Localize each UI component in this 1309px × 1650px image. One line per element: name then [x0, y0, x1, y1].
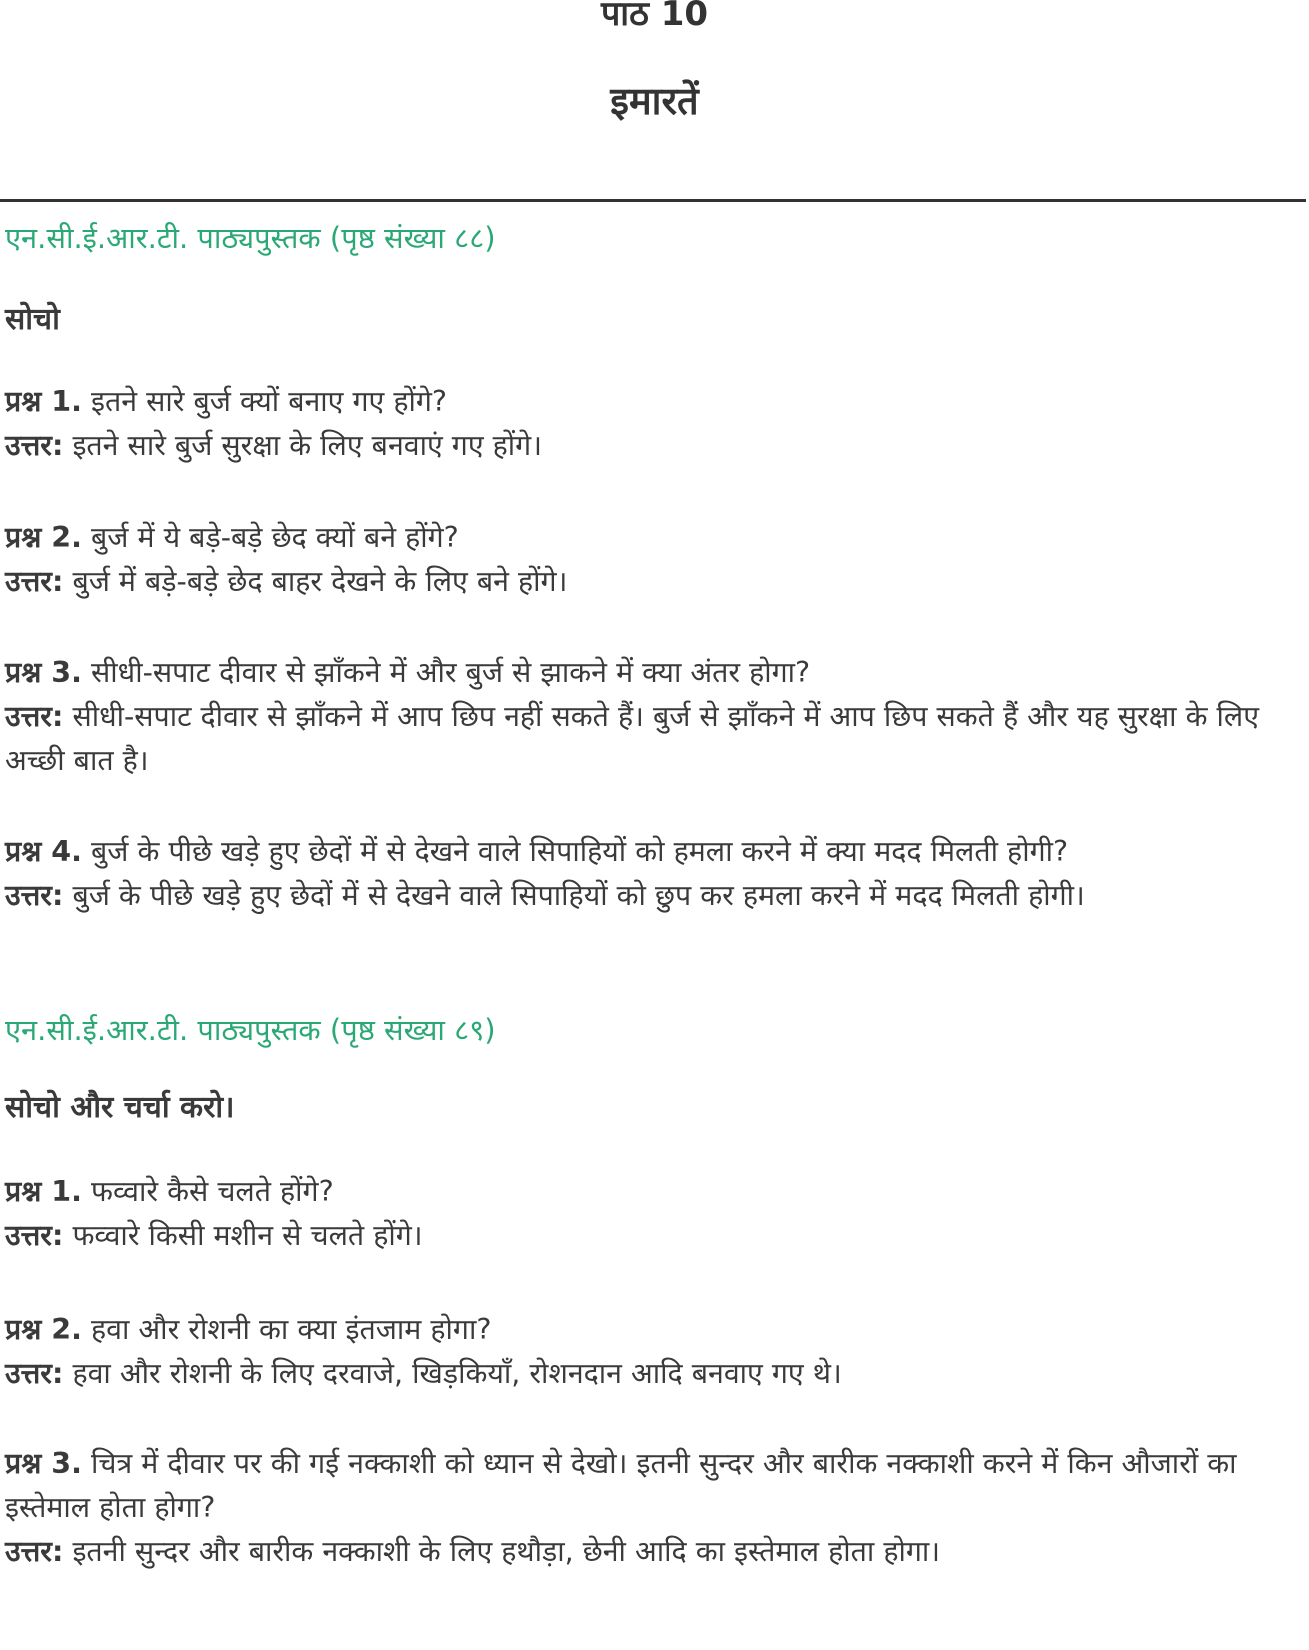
- answer-label: उत्तर:: [5, 1535, 64, 1568]
- question-text: बुर्ज के पीछे खड़े हुए छेदों में से देखने वाले सिपाहियों को हमला करने में क्या मदद मिलती होगी?: [91, 835, 1069, 868]
- answer-text: इतनी सुन्दर और बारीक नक्काशी के लिए हथौड़ा, छेनी आदि का इस्तेमाल होता होगा।: [72, 1535, 941, 1568]
- answer-text: बुर्ज में बड़े-बड़े छेद बाहर देखने के लिए बने होंगे।: [72, 565, 568, 598]
- answer-label: उत्तर:: [5, 1219, 64, 1252]
- section-heading-text: एन.सी.ई.आर.टी. पाठ्यपुस्तक (पृष्ठ संख्या ८९): [5, 1013, 496, 1047]
- chapter-title: इमारतें: [610, 79, 699, 123]
- answer-text: हवा और रोशनी के लिए दरवाजे, खिड़कियाँ, रोशनदान आदि बनवाए गए थे।: [72, 1357, 842, 1390]
- question-text: चित्र में दीवार पर की गई नक्काशी को ध्यान से देखो। इतनी सुन्दर और बारीक नक्काशी करने में किन औजारों का इस्तेमाल होता होगा?: [5, 1447, 1237, 1524]
- chapter-number: पाठ 10: [600, 0, 709, 34]
- answer-label: उत्तर:: [5, 565, 64, 598]
- question-label: प्रश्न 2.: [5, 1313, 82, 1346]
- answer-text: बुर्ज के पीछे खड़े हुए छेदों में से देखने वाले सिपाहियों को छुप कर हमला करने में मदद मिलती होगी।: [72, 879, 1085, 912]
- answer-label: उत्तर:: [5, 879, 64, 912]
- section-heading-page-88: [5, 218, 1305, 258]
- answer-text: इतने सारे बुर्ज सुरक्षा के लिए बनवाएं गए होंगे।: [72, 429, 543, 462]
- question-text: बुर्ज में ये बड़े-बड़े छेद क्यों बने होंगे?: [91, 521, 459, 554]
- answer-label: उत्तर:: [5, 1357, 64, 1390]
- qa-item-7: [5, 1442, 1305, 1574]
- qa-item-6: [5, 1308, 1305, 1396]
- question-label: प्रश्न 2.: [5, 521, 82, 554]
- section-heading-page-89: [5, 1010, 1305, 1050]
- question-text: हवा और रोशनी का क्या इंतजाम होगा?: [91, 1313, 492, 1346]
- question-text: इतने सारे बुर्ज क्यों बनाए गए होंगे?: [91, 385, 448, 418]
- subheading-socho-aur-charcha-karo: [5, 1088, 1305, 1128]
- question-label: प्रश्न 4.: [5, 835, 82, 868]
- qa-item-4: [5, 830, 1305, 918]
- question-label: प्रश्न 3.: [5, 1447, 82, 1480]
- qa-item-3: [5, 651, 1305, 783]
- subheading-socho: [5, 300, 1305, 340]
- answer-label: उत्तर:: [5, 700, 64, 733]
- subheading-text: सोचो: [5, 302, 60, 337]
- subheading-text: सोचो और चर्चा करो।: [5, 1090, 235, 1125]
- answer-label: उत्तर:: [5, 429, 64, 462]
- section-heading-text: एन.सी.ई.आर.टी. पाठ्यपुस्तक (पृष्ठ संख्या ८८): [5, 221, 496, 255]
- question-text: फव्वारे कैसे चलते होंगे?: [91, 1175, 334, 1208]
- qa-item-1: [5, 380, 1305, 468]
- answer-text: फव्वारे किसी मशीन से चलते होंगे।: [72, 1219, 423, 1252]
- question-label: प्रश्न 1.: [5, 385, 82, 418]
- question-label: प्रश्न 1.: [5, 1175, 82, 1208]
- question-label: प्रश्न 3.: [5, 656, 82, 689]
- answer-text: सीधी-सपाट दीवार से झाँकने में आप छिप नहीं सकते हैं। बुर्ज से झाँकने में आप छिप सकते हैं और यह सुरक्षा के लिए अच्छी बात है।: [5, 700, 1259, 777]
- qa-item-5: [5, 1170, 1305, 1258]
- qa-item-2: [5, 516, 1305, 604]
- horizontal-divider: [0, 199, 1306, 202]
- question-text: सीधी-सपाट दीवार से झाँकने में और बुर्ज से झाकने में क्या अंतर होगा?: [91, 656, 811, 689]
